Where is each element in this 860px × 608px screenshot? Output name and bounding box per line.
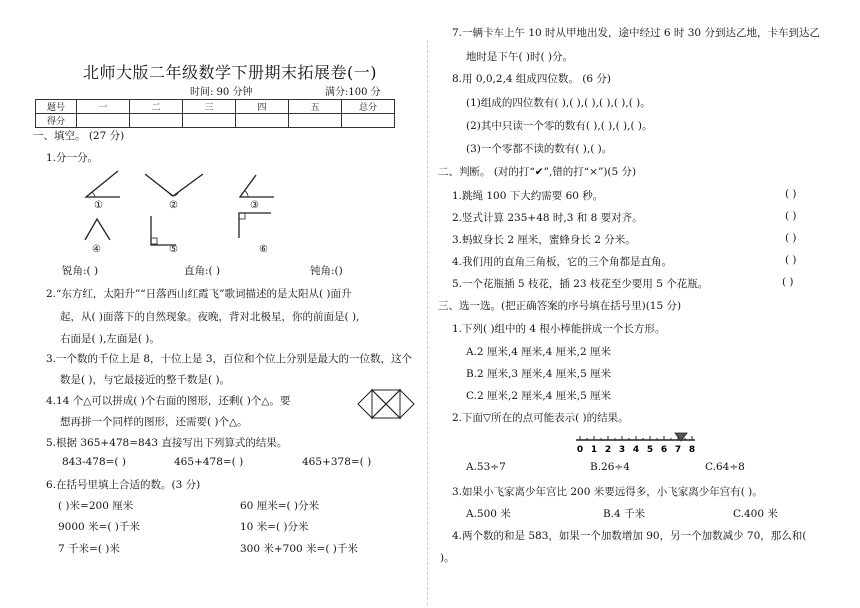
right-answer[interactable]: 直角:( ): [184, 265, 221, 277]
score-header-cell: 题号: [36, 100, 77, 114]
judge-item-2: 2.竖式计算 235+48 时,3 和 8 要对齐。: [452, 212, 643, 224]
score-cell[interactable]: [77, 114, 130, 128]
ruler-tick-label: 2: [604, 445, 612, 455]
angle-6-figure: [239, 213, 271, 238]
score-row-label: 得分: [36, 114, 77, 128]
q8-item-3[interactable]: (3)一个零都不读的数有( ),( )。: [466, 143, 613, 155]
q6-item[interactable]: ( )米=200 厘米: [58, 500, 134, 512]
score-cell[interactable]: [130, 114, 183, 128]
q6-item[interactable]: 60 厘米=( )分米: [240, 500, 320, 512]
score-cell[interactable]: [289, 114, 342, 128]
score-cell[interactable]: [236, 114, 289, 128]
score-cell[interactable]: [342, 114, 395, 128]
q5-item-2[interactable]: 465+478=( ): [174, 456, 244, 468]
judge-item-3: 3.蚂蚁身长 2 厘米，蜜蜂身长 2 分米。: [452, 234, 636, 246]
q7-line-2: 地时是下午( )时( )分。: [466, 51, 574, 63]
exam-full-score: 满分:100 分: [325, 87, 381, 98]
choice-1-option-c[interactable]: C.2 厘米,2 厘米,4 厘米,5 厘米: [466, 390, 612, 402]
choice-4-line-2: )。: [440, 552, 455, 564]
angle-label-2: ②: [169, 200, 178, 211]
q6-item[interactable]: 10 米=( )分米: [240, 521, 309, 533]
page-divider: [427, 40, 428, 605]
choice-2-option-c[interactable]: C.64÷8: [705, 461, 745, 473]
judge-answer-3[interactable]: ( ): [785, 232, 797, 244]
section-3-heading: 三、选一选。(把正确答案的序号填在括号里)(15 分): [438, 300, 682, 312]
score-header-cell: 二: [130, 100, 183, 114]
q3-line-1: 3.一个数的千位上是 8，十位上是 3，百位和个位上分别是最大的一位数，这个: [46, 353, 413, 365]
obtuse-answer[interactable]: 钝角:(): [310, 265, 343, 277]
section-2-heading: 二、判断。 (对的打“✔”,错的打“×”)(5 分): [438, 166, 637, 178]
q6-item[interactable]: 300 米+700 米=( )千米: [240, 543, 358, 555]
choice-3-option-c[interactable]: C.400 米: [733, 508, 778, 520]
judge-item-5: 5.一个花瓶插 5 枝花，插 23 枝花至少要用 5 个花瓶。: [452, 278, 709, 290]
angle-4-figure: [85, 219, 110, 240]
q8-item-1[interactable]: (1)组成的四位数有( ),( ),( ),( ),( ),( )。: [466, 97, 651, 109]
ruler-tick-label: 4: [632, 445, 640, 455]
angle-label-1: ①: [94, 200, 103, 211]
ruler-tick-label: 6: [660, 445, 668, 455]
ruler-tick-label: 0: [576, 445, 584, 455]
q6-item[interactable]: 7 千米=( )米: [58, 543, 120, 555]
choice-2-option-b[interactable]: B.26÷4: [590, 461, 630, 473]
ruler-tick-label: 8: [688, 445, 696, 455]
score-header-cell: 四: [236, 100, 289, 114]
angle-1-figure: [86, 171, 120, 197]
q8-item-2[interactable]: (2)其中只读一个零的数有( ),( ),( ),( )。: [466, 120, 653, 132]
q7-line-1: 7.一辆卡车上午 10 时从甲地出发，途中经过 6 时 30 分到达乙地，卡车到达乙: [452, 27, 820, 39]
judge-answer-1[interactable]: ( ): [785, 188, 797, 200]
choice-3-option-b[interactable]: B.4 千米: [603, 508, 646, 520]
q4-line-2: 想再拼一个同样的图形，还需要( )个△。: [60, 416, 248, 428]
section-1-heading: 一、填空。 (27 分): [33, 130, 125, 142]
q5-item-1[interactable]: 843-478=( ): [62, 456, 126, 468]
score-table: [35, 99, 395, 128]
ruler-tick-label: 5: [646, 445, 654, 455]
q2-line-1: 2.“东方红，太阳升”“日落西山红霞飞”歌词描述的是太阳从( )面升: [46, 288, 352, 300]
choice-2-option-a[interactable]: A.53÷7: [466, 461, 506, 473]
q5-item-3[interactable]: 465+378=( ): [302, 456, 372, 468]
choice-1-option-a[interactable]: A.2 厘米,4 厘米,4 厘米,2 厘米: [466, 346, 612, 358]
score-cell[interactable]: [183, 114, 236, 128]
q6-item[interactable]: 9000 米=( )千米: [58, 521, 140, 533]
page-title: 北师大版二年级数学下册期末拓展卷(一): [83, 63, 377, 82]
angle-label-4: ④: [92, 244, 101, 255]
judge-answer-4[interactable]: ( ): [785, 254, 797, 266]
judge-answer-2[interactable]: ( ): [785, 210, 797, 222]
angle-2-figure: [145, 174, 203, 196]
q8-text: 8.用 0,0,2,4 组成四位数。 (6 分): [452, 73, 611, 85]
choice-1-option-b[interactable]: B.2 厘米,3 厘米,4 厘米,5 厘米: [466, 368, 612, 380]
q1-text: 1.分一分。: [46, 152, 99, 164]
score-header-cell: 总分: [342, 100, 395, 114]
choice-1-text: 1.下列( )组中的 4 根小棒能拼成一个长方形。: [452, 323, 666, 335]
choice-3-text: 3.如果小飞家离少年宫比 200 米要远得多，小飞家离少年宫有( )。: [452, 486, 763, 498]
ruler-tick-label: 3: [618, 445, 626, 455]
choice-2-text: 2.下面▽所在的点可能表示( )的结果。: [452, 412, 629, 424]
angle-3-figure: [240, 175, 274, 197]
judge-item-1: 1.跳绳 100 下大约需要 60 秒。: [452, 190, 604, 202]
choice-3-option-a[interactable]: A.500 米: [466, 508, 511, 520]
q3-line-2: 数是( )，与它最接近的整千数是( )。: [60, 374, 231, 386]
ruler-tick-label: 7: [674, 445, 682, 455]
judge-item-4: 4.我们用的直角三角板，它的三个角都是直角。: [452, 256, 673, 268]
q6-text: 6.在括号里填上合适的数。(3 分): [46, 479, 201, 491]
judge-answer-5[interactable]: ( ): [782, 276, 794, 288]
angle-5-figure: [151, 216, 176, 245]
ruler-tick-label: 1: [590, 445, 598, 455]
q2-line-3: 右面是( ),左面是( )。: [60, 333, 160, 345]
q4-line-1: 4.14 个△可以拼成( )个右面的图形，还剩( )个△。要: [46, 395, 291, 407]
score-header-cell: 三: [183, 100, 236, 114]
q5-text: 5.根据 365+478=843 直接写出下列算式的结果。: [46, 437, 288, 449]
score-header-cell: 五: [289, 100, 342, 114]
acute-answer[interactable]: 锐角:( ): [62, 265, 99, 277]
exam-time: 时间: 90 分钟: [190, 87, 253, 98]
angle-label-3: ③: [250, 200, 259, 211]
angle-label-5: ⑤: [169, 244, 178, 255]
q2-line-2: 起，从( )面落下的自然现象。夜晚，背对北极星，你的前面是( ),: [60, 311, 360, 323]
score-header-cell: 一: [77, 100, 130, 114]
choice-4-line-1: 4.两个数的和是 583，如果一个加数增加 90，另一个加数减少 70，那么和(: [452, 530, 807, 542]
angle-label-6: ⑥: [259, 244, 268, 255]
